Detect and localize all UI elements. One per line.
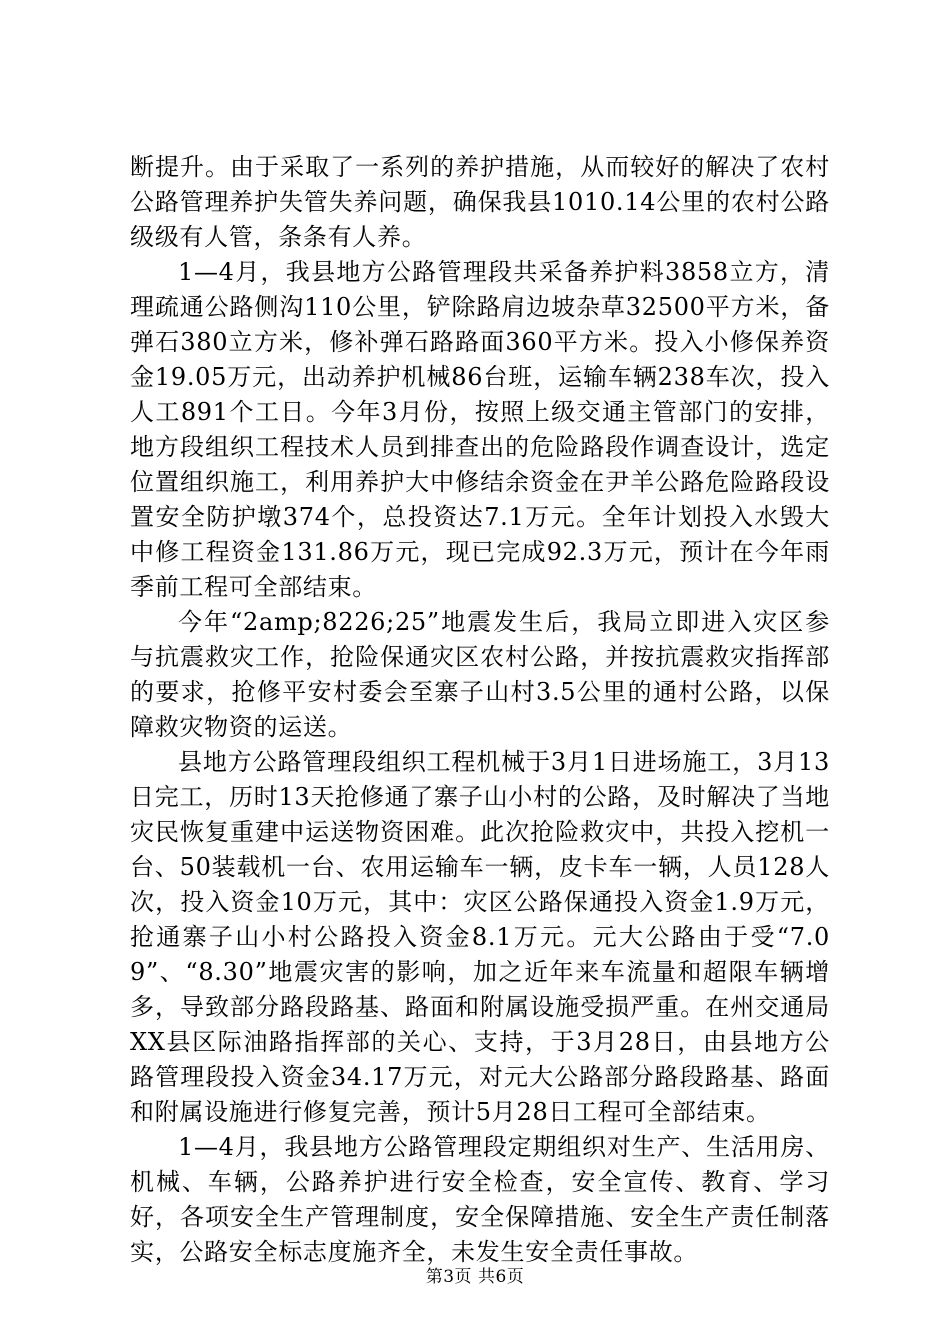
paragraph-1: 断提升。由于采取了一系列的养护措施，从而较好的解决了农村公路管理养护失管失养问题，确保我县1010.14公里的农村公路级级有人管，条条有人养。 (130, 153, 830, 251)
paragraph-4: 县地方公路管理段组织工程机械于3月1日进场施工，3月13日完工，历时13天抢修通了寨子山小村的公路，及时解决了当地灾民恢复重建中运送物资困难。此次抢险救灾中，共投入挖机一台、50装载机一台、农用运输车一辆，皮卡车一辆，人员128人次，投入资金10万元，其中：灾区公路保通投入资金1.9万元，抢通寨子山小村公路投入资金8.1万元。元大公路由于受“7.09”、“8.30”地震灾害的影响，加之近年来车流量和超限车辆增多，导致部分路段路基、路面和附属设施受损严重。在州交通局XX县区际油路指挥部的关心、支持，于3月28日，由县地方公路管理段投入资金34.17万元，对元大公路部分路段路基、路面和附属设施进行修复完善，预计5月28日工程可全部结束。 (130, 748, 830, 1126)
page-number-footer: 第3页 共6页 (425, 1267, 525, 1287)
paragraph-2: 1—4月，我县地方公路管理段共采备养护料3858立方，清理疏通公路侧沟110公里，铲除路肩边坡杂草32500平方米，备弹石380立方米，修补弹石路路面360平方米。投入小修保养资金19.05万元，出动养护机械86台班，运输车辆238车次，投入人工891个工日。今年3月份，按照上级交通主管部门的安排，地方段组织工程技术人员到排查出的危险路段作调查设计，选定位置组织施工，利用养护大中修结余资金在尹羊公路危险路段设置安全防护墩374个，总投资达7.1万元。全年计划投入水毁大中修工程资金131.86万元，现已完成92.3万元，预计在今年雨季前工程可全部结束。 (130, 258, 830, 601)
paragraph-3: 今年“2amp;8226;25”地震发生后，我局立即进入灾区参与抗震救灾工作，抢险保通灾区农村公路，并按抗震救灾指挥部的要求，抢修平安村委会至寨子山村3.5公里的通村公路，以保障救灾物资的运送。 (130, 608, 830, 741)
paragraph-5: 1—4月，我县地方公路管理段定期组织对生产、生活用房、机械、车辆，公路养护进行安全检查，安全宣传、教育、学习好，各项安全生产管理制度，安全保障措施、安全生产责任制落实，公路安全标志度施齐全，未发生安全责任事故。 (130, 1133, 830, 1266)
document-body (130, 150, 830, 1270)
